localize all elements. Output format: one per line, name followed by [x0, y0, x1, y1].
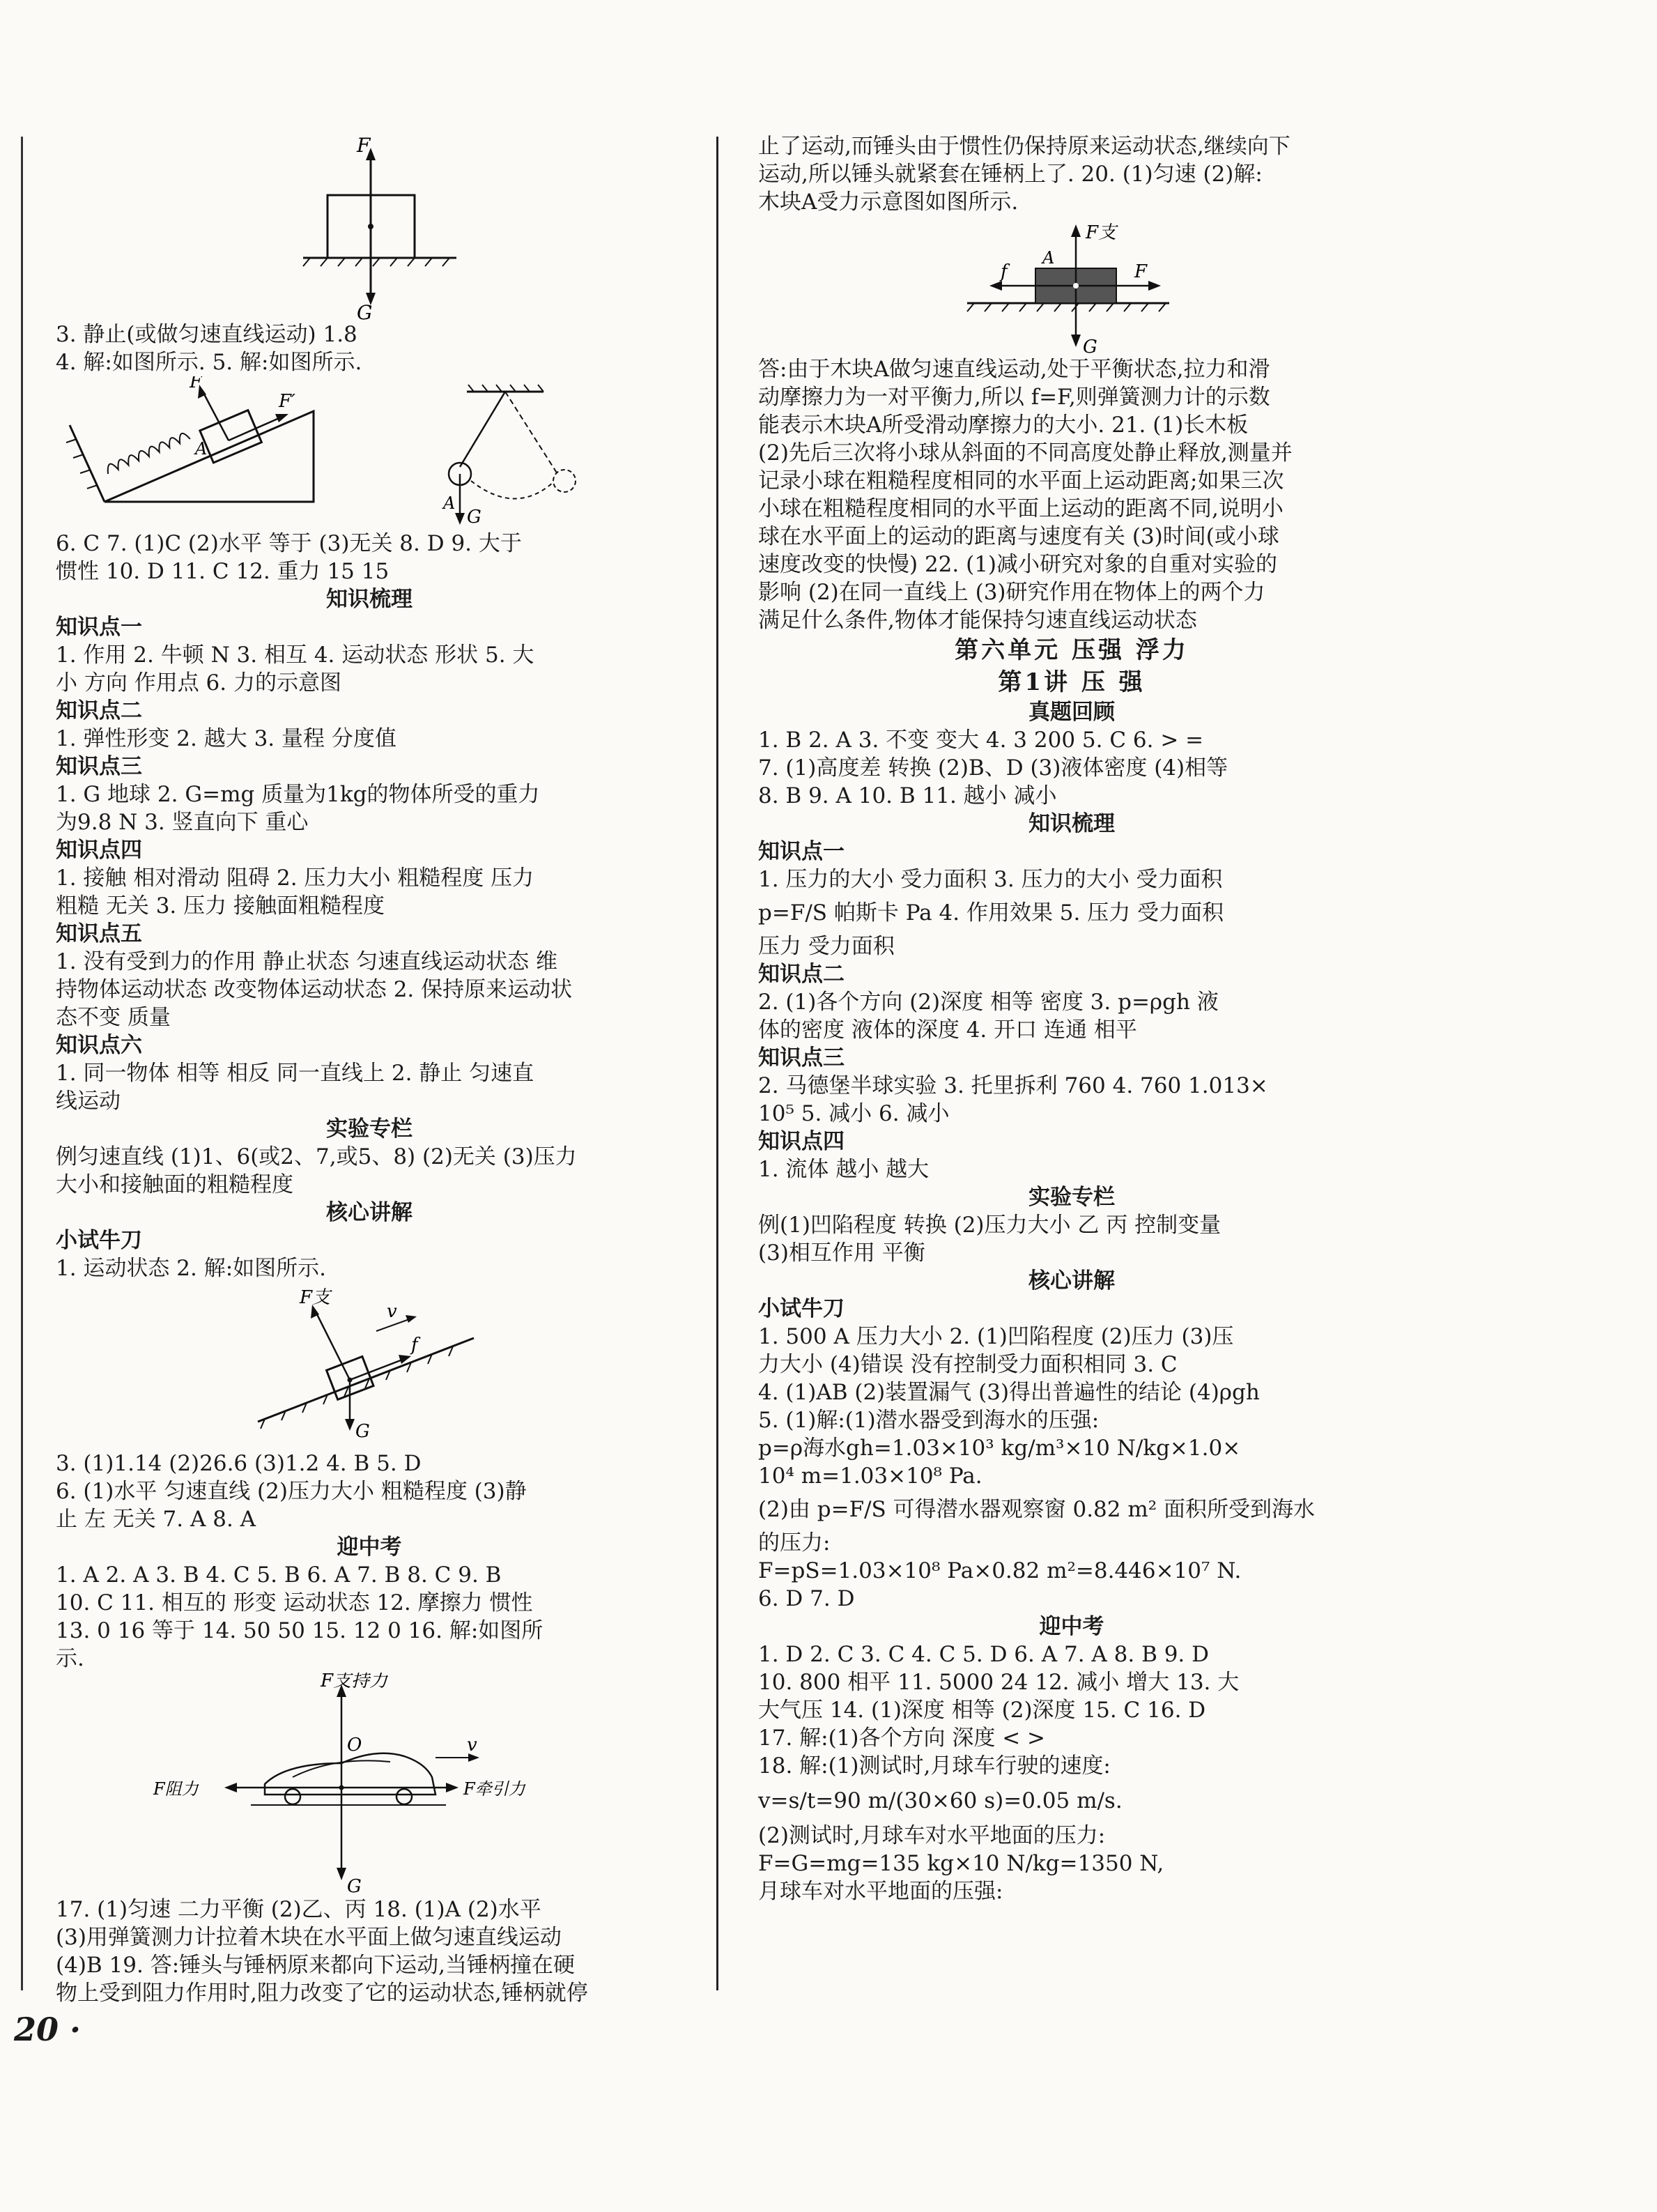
answer-line: 17. (1)匀速 二力平衡 (2)乙、丙 18. (1)A (2)水平	[56, 1897, 541, 1922]
answer-line: 力大小 (4)错误 没有控制受力面积相同 3. C	[758, 1352, 1178, 1377]
page-number: 20 ·	[14, 2011, 82, 2048]
answer-line: (2)测试时,月球车对水平地面的压力:	[758, 1823, 1106, 1848]
knowledge-point-heading: 知识点四	[56, 838, 142, 863]
label-O: O	[347, 1735, 362, 1756]
column-divider	[716, 137, 718, 1990]
answer-line: 为9.8 N 3. 竖直向下 重心	[56, 810, 309, 835]
label-F-support: F支	[300, 1287, 331, 1308]
answer-line: 动摩擦力为一对平衡力,所以 f=F,则弹簧测力计的示数	[758, 385, 1270, 410]
answer-line: 10⁵ 5. 减小 6. 减小	[758, 1101, 950, 1126]
answer-line: 7. (1)高度差 转换 (2)B、D (3)液体密度 (4)相等	[758, 755, 1228, 781]
answer-line: 10. 800 相平 11. 5000 24 12. 减小 增大 13. 大	[758, 1670, 1240, 1695]
answer-line: (2)由 p=F/S 可得潜水器观察窗 0.82 m² 面积所受到海水	[758, 1497, 1316, 1522]
label-G: G	[355, 1421, 370, 1442]
answer-line: 满足什么条件,物体才能保持匀速直线运动状态	[758, 608, 1197, 633]
answer-line: 10⁴ m=1.03×10⁸ Pa.	[758, 1464, 982, 1489]
label-f: f	[411, 1335, 418, 1355]
answer-line: 例(1)凹陷程度 转换 (2)压力大小 乙 丙 控制变量	[758, 1213, 1221, 1238]
answer-line: 8. B 9. A 10. B 11. 越小 减小	[758, 783, 1057, 808]
section-title: 真题回顾	[1028, 700, 1115, 725]
label-A: A	[443, 493, 456, 513]
answer-line: 月球车对水平地面的压强:	[758, 1879, 1003, 1904]
answer-line: 大小和接触面的粗糙程度	[56, 1172, 293, 1197]
answer-line: (3)相互作用 平衡	[758, 1241, 925, 1266]
answer-line: 3. (1)1.14 (2)26.6 (3)1.2 4. B 5. D	[56, 1451, 422, 1476]
answer-line: 1. 500 A 压力大小 2. (1)凹陷程度 (2)压力 (3)压	[758, 1324, 1234, 1349]
answer-line: 3. 静止(或做匀速直线运动) 1.8	[56, 322, 357, 347]
lecture-title: 第1讲 压 强	[998, 668, 1146, 696]
label-G: G	[347, 1876, 362, 1896]
knowledge-point-heading: 知识点三	[758, 1045, 845, 1070]
left-column	[56, 132, 683, 2007]
section-title: 迎中考	[337, 1535, 402, 1560]
knowledge-point-heading: 知识点六	[56, 1033, 142, 1058]
answer-line: 体的密度 液体的深度 4. 开口 连通 相平	[758, 1017, 1137, 1043]
figure-incline-block	[56, 1282, 683, 1450]
answer-line: 1. B 2. A 3. 不变 变大 4. 3 200 5. C 6. > =	[758, 728, 1204, 753]
answer-line: 5. (1)解:(1)潜水器受到海水的压强:	[758, 1408, 1100, 1433]
answer-line: 运动,所以锤头就紧套在锤柄上了. 20. (1)匀速 (2)解:	[758, 162, 1263, 187]
label-F-resistance: F阻力	[153, 1779, 199, 1799]
knowledge-point-heading: 知识点四	[758, 1129, 845, 1154]
answer-line: 1. 没有受到力的作用 静止状态 匀速直线运动状态 维	[56, 949, 557, 974]
answer-line: 态不变 质量	[56, 1005, 171, 1030]
answer-line: 速度改变的快慢) 22. (1)减小研究对象的自重对实验的	[758, 552, 1278, 577]
answer-line: 小球在粗糙程度相同的水平面上运动的距离不同,说明小	[758, 496, 1284, 521]
answer-line: 止 左 无关 7. A 8. A	[56, 1507, 256, 1532]
figure-incline-and-pendulum	[56, 376, 683, 530]
left-margin-rule	[21, 137, 23, 1990]
label-F: F	[1134, 261, 1148, 282]
figure-car-forces-svg	[56, 1673, 683, 1896]
figure-block-forces	[56, 132, 683, 321]
label-F: F	[190, 376, 203, 392]
label-G: G	[357, 301, 373, 321]
label-G: G	[1083, 337, 1097, 355]
answer-line: 球在水平面上的运动的距离与速度有关 (3)时间(或小球	[758, 524, 1279, 549]
figure-incline-pendulum-svg	[56, 376, 683, 530]
answer-line: 答:由于木块A做匀速直线运动,处于平衡状态,拉力和滑	[758, 357, 1270, 382]
label-v: v	[387, 1301, 397, 1322]
unit-title: 第六单元 压强 浮力	[955, 636, 1189, 664]
figure-block-A-svg	[758, 216, 1385, 355]
answer-line: 1. A 2. A 3. B 4. C 5. B 6. A 7. B 8. C 9. B	[56, 1562, 502, 1588]
label-F: F	[357, 134, 371, 157]
section-title: 实验专栏	[1028, 1185, 1115, 1210]
answer-line: 2. 马德堡半球实验 3. 托里拆利 760 4. 760 1.013×	[758, 1073, 1268, 1098]
knowledge-point-heading: 知识点一	[56, 615, 142, 640]
label-f: f	[1001, 261, 1008, 282]
label-G: G	[467, 507, 481, 528]
section-title: 核心讲解	[1028, 1268, 1115, 1293]
answer-line: 记录小球在粗糙程度相同的水平面上运动距离;如果三次	[758, 468, 1284, 493]
knowledge-point-heading: 知识点五	[56, 921, 142, 946]
answer-line: p=ρ海水gh=1.03×10³ kg/m³×10 N/kg×1.0×	[758, 1436, 1241, 1461]
knowledge-point-heading: 知识点三	[56, 754, 142, 779]
subsection-heading: 小试牛刀	[758, 1296, 845, 1321]
section-title: 实验专栏	[326, 1116, 413, 1142]
answer-line: 线运动	[56, 1089, 121, 1114]
section-title: 核心讲解	[326, 1200, 413, 1225]
answer-line: p=F/S 帕斯卡 Pa 4. 作用效果 5. 压力 受力面积	[758, 900, 1224, 925]
answer-line: v=s/t=90 m/(30×60 s)=0.05 m/s.	[758, 1788, 1123, 1813]
label-v: v	[467, 1735, 477, 1756]
answer-line: 2. (1)各个方向 (2)深度 相等 密度 3. p=ρgh 液	[758, 990, 1219, 1015]
figure-block-A-forces	[758, 216, 1385, 355]
answer-line: 的压力:	[758, 1530, 831, 1556]
answer-line: 13. 0 16 等于 14. 50 50 15. 12 0 16. 解:如图所	[56, 1618, 544, 1643]
answer-line: 大气压 14. (1)深度 相等 (2)深度 15. C 16. D	[758, 1698, 1206, 1723]
section-title: 知识梳理	[1028, 811, 1115, 836]
figure-block-forces-svg	[56, 132, 683, 321]
answer-line: 6. C 7. (1)C (2)水平 等于 (3)无关 8. D 9. 大于	[56, 531, 522, 556]
label-F-support: F支	[1086, 222, 1117, 243]
answer-line: 6. (1)水平 匀速直线 (2)压力大小 粗糙程度 (3)静	[56, 1479, 527, 1504]
answer-line: 1. D 2. C 3. C 4. C 5. D 6. A 7. A 8. B 9. D	[758, 1642, 1209, 1667]
answer-line: 物上受到阻力作用时,阻力改变了它的运动状态,锤柄就停	[56, 1981, 588, 2006]
answer-line: 1. 压力的大小 受力面积 3. 压力的大小 受力面积	[758, 867, 1223, 892]
knowledge-point-heading: 知识点二	[56, 698, 142, 723]
right-column	[758, 132, 1385, 1905]
answer-line: 能表示木块A所受滑动摩擦力的大小. 21. (1)长木板	[758, 413, 1249, 438]
answer-line: 10. C 11. 相互的 形变 运动状态 12. 摩擦力 惯性	[56, 1590, 533, 1615]
answer-line: 小 方向 作用点 6. 力的示意图	[56, 670, 341, 696]
knowledge-point-heading: 知识点二	[758, 962, 845, 987]
label-A: A	[1042, 248, 1055, 268]
answer-line: 17. 解:(1)各个方向 深度 < >	[758, 1726, 1046, 1751]
label-F-traction: F牵引力	[463, 1779, 525, 1799]
label-F-support-force: F支持力	[321, 1673, 388, 1691]
answer-line: 持物体运动状态 改变物体运动状态 2. 保持原来运动状	[56, 977, 573, 1002]
knowledge-point-heading: 知识点一	[758, 839, 845, 864]
label-A: A	[195, 439, 208, 459]
answer-line: 1. 接触 相对滑动 阻碍 2. 压力大小 粗糙程度 压力	[56, 866, 534, 891]
answer-line: 1. 运动状态 2. 解:如图所示.	[56, 1256, 327, 1281]
figure-car-forces	[56, 1673, 683, 1896]
answer-line: 1. 弹性形变 2. 越大 3. 量程 分度值	[56, 726, 396, 751]
answer-line: 4. 解:如图所示. 5. 解:如图所示.	[56, 350, 362, 375]
answer-line: 木块A受力示意图如图所示.	[758, 190, 1019, 215]
answer-line: 压力 受力面积	[758, 934, 895, 959]
answer-line: F=pS=1.03×10⁸ Pa×0.82 m²=8.446×10⁷ N.	[758, 1558, 1242, 1583]
answer-line: 示.	[56, 1646, 84, 1671]
answer-line: (4)B 19. 答:锤头与锤柄原来都向下运动,当锤柄撞在硬	[56, 1953, 575, 1978]
answer-line: F=G=mg=135 kg×10 N/kg=1350 N,	[758, 1851, 1164, 1876]
answer-line: 6. D 7. D	[758, 1586, 855, 1611]
answer-line: (3)用弹簧测力计拉着木块在水平面上做匀速直线运动	[56, 1925, 562, 1950]
answer-line: 惯性 10. D 11. C 12. 重力 15 15	[56, 559, 390, 584]
section-title: 知识梳理	[326, 587, 413, 612]
subsection-heading: 小试牛刀	[56, 1228, 142, 1253]
answer-line: 18. 解:(1)测试时,月球车行驶的速度:	[758, 1753, 1111, 1779]
answer-line: 止了运动,而锤头由于惯性仍保持原来运动状态,继续向下	[758, 134, 1290, 159]
label-F-prime: F′	[279, 391, 295, 412]
figure-incline-block-svg	[56, 1282, 683, 1450]
answer-line: 粗糙 无关 3. 压力 接触面粗糙程度	[56, 893, 385, 919]
answer-line: 1. 作用 2. 牛顿 N 3. 相互 4. 运动状态 形状 5. 大	[56, 643, 534, 668]
answer-line: 1. 流体 越小 越大	[758, 1157, 930, 1182]
section-title: 迎中考	[1039, 1614, 1104, 1639]
answer-line: 4. (1)AB (2)装置漏气 (3)得出普遍性的结论 (4)ρgh	[758, 1380, 1260, 1405]
answer-line: 1. G 地球 2. G=mg 质量为1kg的物体所受的重力	[56, 782, 540, 807]
answer-line: (2)先后三次将小球从斜面的不同高度处静止释放,测量并	[758, 440, 1293, 466]
answer-line: 影响 (2)在同一直线上 (3)研究作用在物体上的两个力	[758, 580, 1265, 605]
answer-line: 例匀速直线 (1)1、6(或2、7,或5、8) (2)无关 (3)压力	[56, 1144, 577, 1169]
answer-line: 1. 同一物体 相等 相反 同一直线上 2. 静止 匀速直	[56, 1061, 534, 1086]
